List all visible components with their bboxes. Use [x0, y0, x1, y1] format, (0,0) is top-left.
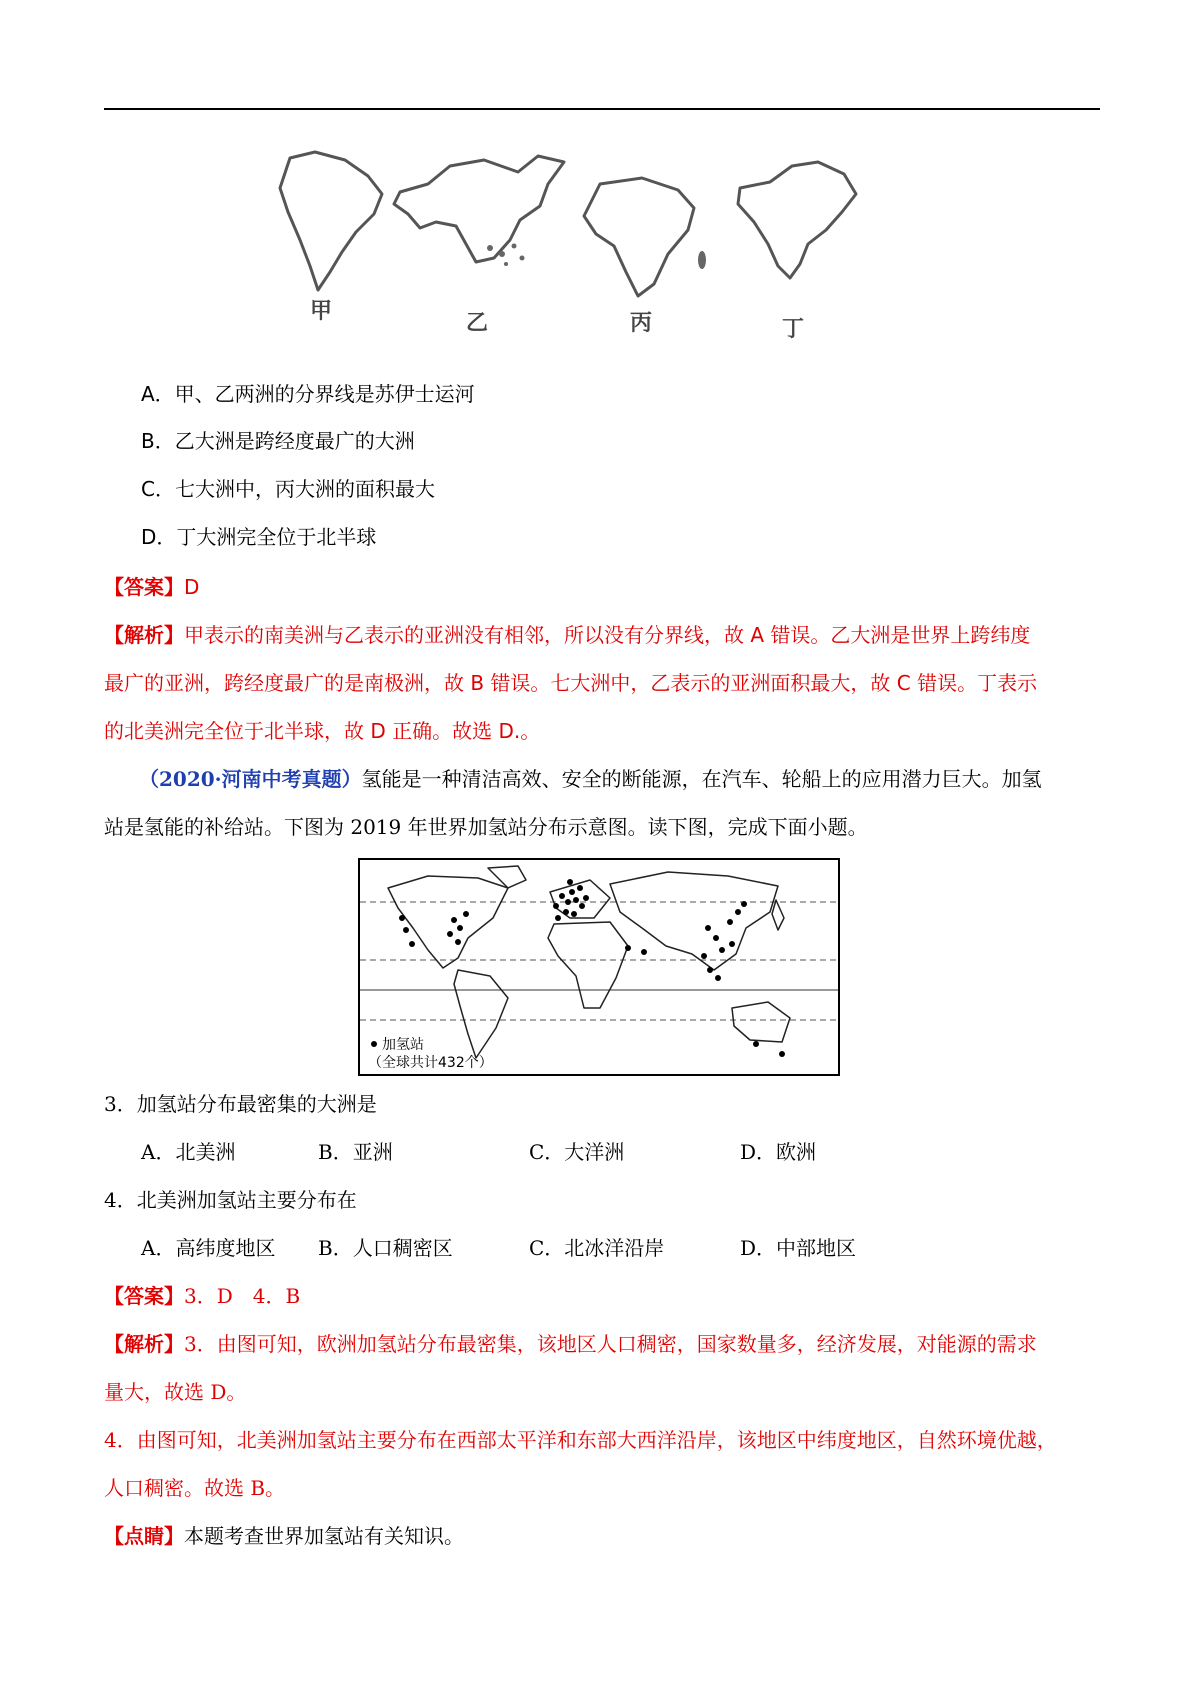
prev-option-c: C．七大洲中，丙大洲的面积最大 [141, 477, 435, 501]
legend-total: （全球共计432个） [368, 1055, 493, 1071]
q4-option-a: A．高纬度地区 [141, 1236, 276, 1260]
q4-option-d: D．中部地区 [740, 1236, 857, 1260]
q3-stem: 3．加氢站分布最密集的大洲是 [104, 1092, 377, 1116]
prev-option-a: A．甲、乙两洲的分界线是苏伊士运河 [141, 382, 475, 406]
north-america-outline-icon [738, 162, 856, 278]
q3-option-a: A．北美洲 [141, 1140, 236, 1164]
q4-stem: 4．北美洲加氢站主要分布在 [104, 1188, 357, 1212]
analysis3-line-2: 量大，故选 D。 [104, 1380, 247, 1404]
prev-analysis-line-3: 的北美洲完全位于北半球，故 D 正确。故选 D.。 [104, 719, 541, 743]
prev-analysis-label: 【解析】 [104, 623, 184, 647]
south-america-outline-icon [280, 152, 382, 290]
prev-analysis-line-2: 最广的亚洲，跨经度最广的是南极洲，故 B 错误。七大洲中，乙表示的亚洲面积最大，故 C 错误。丁表示 [104, 671, 1038, 695]
header-rule [104, 108, 1100, 110]
analysis-label: 【解析】 [104, 1332, 184, 1356]
label-jia: 甲 [310, 299, 333, 324]
label-yi: 乙 [466, 311, 489, 336]
answers-line [104, 1284, 300, 1308]
label-bing: 丙 [630, 311, 653, 336]
prev-answer-value: D [184, 575, 200, 599]
q3-option-d: D．欧洲 [740, 1140, 817, 1164]
intro-line-2: 站是氢能的补给站。下图为 2019 年世界加氢站分布示意图。读下图，完成下面小题。 [104, 815, 868, 839]
intro-line-1: （2020·河南中考真题）氢能是一种清洁高效、安全的断能源，在汽车、轮船上的应用潜力巨大。加氢 [139, 767, 1042, 791]
prev-option-d: D．丁大洲完全位于北半球 [141, 525, 377, 549]
analysis3-line-1: 【解析】3．由图可知，欧洲加氢站分布最密集，该地区人口稠密，国家数量多，经济发展，对能源的需求 [104, 1332, 1037, 1356]
question-source: （2020·河南中考真题） [139, 767, 362, 791]
q4-option-b: B．人口稠密区 [318, 1236, 453, 1260]
dot-icon [371, 1041, 377, 1047]
africa-outline-icon [584, 178, 694, 296]
comment-line [104, 1524, 464, 1548]
analysis4-line-2: 人口稠密。故选 B。 [104, 1476, 286, 1500]
prev-answer [104, 575, 199, 599]
world-hydrogen-station-map [358, 858, 840, 1076]
analysis4-line-1: 4．由图可知，北美洲加氢站主要分布在西部太平洋和东部大西洋沿岸，该地区中纬度地区，自然环境优越， [104, 1428, 1057, 1452]
q3-option-b: B．亚洲 [318, 1140, 393, 1164]
legend-label: 加氢站 [382, 1037, 424, 1053]
prev-analysis-line-1: 【解析】甲表示的南美洲与乙表示的亚洲没有相邻，所以没有分界线，故 A 错误。乙大洲是世界上跨纬度 [104, 623, 1031, 647]
q4-option-c: C．北冰洋沿岸 [529, 1236, 665, 1260]
prev-option-b: B．乙大洲是跨经度最广的大洲 [141, 429, 415, 453]
prev-answer-label: 【答案】 [104, 575, 184, 599]
answers-value: 3．D 4．B [184, 1284, 301, 1308]
q3-option-c: C．大洋洲 [529, 1140, 625, 1164]
comment-text: 本题考查世界加氢站有关知识。 [184, 1524, 464, 1548]
label-ding: 丁 [782, 317, 805, 342]
answers-label: 【答案】 [104, 1284, 184, 1308]
asia-outline-icon [394, 156, 564, 262]
comment-label: 【点睛】 [104, 1524, 184, 1548]
continent-figure [270, 148, 920, 358]
